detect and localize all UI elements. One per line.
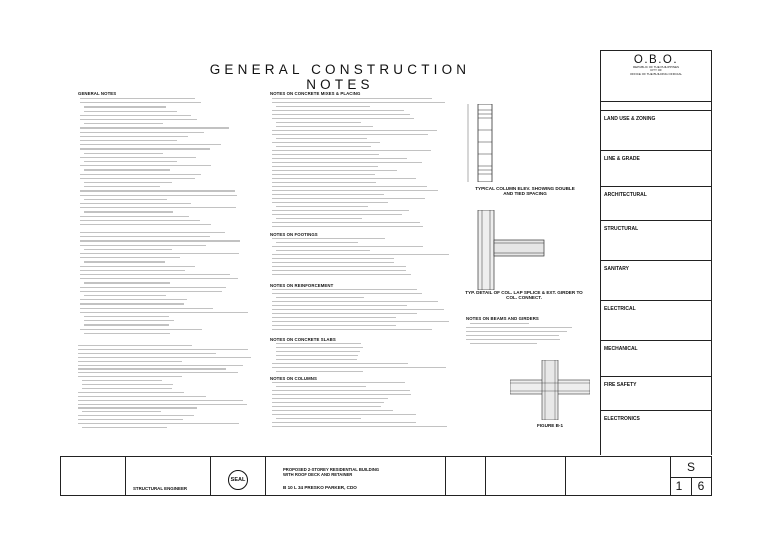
fine-print-line — [80, 257, 180, 258]
obo-line1: REPUBLIC OF THE PHILIPPINES — [632, 65, 680, 69]
fig2-caption: TYP. DETAIL OF COL. LAP SPLICE & EXT. GIRDER TO COL. CONNECT. — [465, 290, 583, 301]
fine-print-line — [272, 198, 425, 199]
rail-item-label: SANITARY — [604, 266, 629, 272]
fine-print-line — [272, 182, 376, 183]
fine-print-line — [84, 106, 166, 107]
project-name-2: WITH ROOF DECK AND RETAINER — [283, 472, 353, 477]
fine-print-line — [80, 165, 211, 166]
beams-notes-heading: NOTES ON BEAMS AND GIRDERS — [466, 316, 539, 321]
fine-print-line — [466, 331, 567, 332]
fine-print-line — [272, 363, 408, 364]
fine-print-line — [84, 249, 172, 250]
fine-print-line — [272, 414, 416, 415]
fine-print-line — [78, 372, 238, 373]
fine-print-line — [272, 154, 379, 155]
fine-print-line — [80, 127, 229, 128]
sheet-letter: S — [686, 460, 695, 474]
rail-item-label: FIRE SAFETY — [604, 382, 637, 388]
fine-print-line — [272, 266, 406, 267]
fine-print-line — [78, 404, 247, 405]
fine-print-line — [272, 178, 416, 179]
figure-b1 — [510, 360, 590, 420]
project-name: PROPOSED 2-STOREY RESIDENTIAL BUILDING — [283, 467, 380, 472]
fine-print-line — [80, 224, 211, 225]
fine-print-line — [276, 206, 368, 207]
fine-print-line — [80, 102, 201, 103]
fine-print-line — [272, 202, 388, 203]
fine-print-line — [80, 157, 196, 158]
fine-print-line — [272, 222, 420, 223]
fine-print-line — [272, 190, 438, 191]
rail-item-label: ARCHITECTURAL — [604, 192, 647, 198]
rail-box — [600, 260, 712, 261]
columns-notes-heading: NOTES ON COLUMNS — [270, 376, 317, 381]
fine-print-line — [276, 138, 367, 139]
rail-box — [600, 376, 712, 377]
fine-print-line — [84, 123, 163, 124]
sheet-number: 1 — [675, 479, 683, 493]
fine-print-line — [80, 274, 230, 275]
fine-print-line — [272, 410, 393, 411]
project-location: B 10 L 34 PRESKO PARKER, CDO — [283, 485, 357, 490]
fig3-caption: FIGURE B-1 — [536, 423, 564, 428]
rail-box — [600, 410, 712, 411]
fine-print-line — [84, 111, 177, 112]
fine-print-line — [272, 422, 416, 423]
fine-print-line — [276, 126, 373, 127]
fine-print-line — [80, 136, 188, 137]
fine-print-line — [82, 384, 173, 385]
fine-print-line — [272, 394, 411, 395]
engineer-label: STRUCTURAL ENGINEER — [133, 486, 188, 491]
fine-print-line — [276, 106, 370, 107]
fine-print-line — [272, 238, 385, 239]
rail-box — [600, 300, 712, 301]
fine-print-line — [80, 240, 240, 241]
slabs-notes-heading: NOTES ON CONCRETE SLABS — [270, 337, 336, 342]
fine-print-line — [80, 308, 213, 309]
fine-print-line — [272, 134, 428, 135]
fine-print-line — [272, 301, 438, 302]
fine-print-line — [276, 146, 371, 147]
fine-print-line — [80, 220, 200, 221]
fine-print-line — [272, 382, 405, 383]
fine-print-line — [78, 349, 248, 350]
fine-print-line — [78, 400, 243, 401]
fine-print-line — [78, 415, 194, 416]
fine-print-line — [276, 355, 358, 356]
fine-print-line — [272, 258, 394, 259]
sheet-title: GENERAL CONSTRUCTION NOTES — [209, 62, 471, 92]
fine-print-line — [80, 178, 195, 179]
fine-print-line — [272, 114, 410, 115]
mixes-notes-heading: NOTES ON CONCRETE MIXES & PLACING — [270, 91, 361, 96]
fine-print-line — [80, 329, 202, 330]
obo-box — [600, 50, 712, 102]
fine-print-line — [276, 359, 357, 360]
fine-print-line — [272, 367, 446, 368]
fine-print-line — [272, 246, 423, 247]
fine-print-line — [272, 170, 397, 171]
fine-print-line — [80, 245, 206, 246]
fine-print-line — [78, 345, 192, 346]
fine-print-line — [272, 305, 407, 306]
rail-item-label: ELECTRONICS — [604, 416, 640, 422]
fine-print-line — [276, 250, 370, 251]
fine-print-line — [272, 98, 432, 99]
fine-print-line — [470, 343, 537, 344]
fine-print-line — [78, 368, 226, 369]
fine-print-line — [82, 388, 172, 389]
rail-item-label: LINE & GRADE — [604, 156, 640, 162]
fine-print-line — [272, 150, 431, 151]
rail-box — [600, 110, 712, 111]
fine-print-line — [80, 207, 236, 208]
fine-print-line — [276, 351, 360, 352]
fine-print-line — [276, 297, 364, 298]
fine-print-line — [466, 335, 559, 336]
fine-print-line — [276, 218, 362, 219]
fine-print-line — [272, 210, 409, 211]
obo-line2: CITY OF — [650, 68, 662, 73]
fine-print-line — [80, 115, 191, 116]
fine-print-line — [272, 270, 406, 271]
fine-print-line — [80, 270, 185, 271]
fine-print-line — [80, 303, 184, 304]
fine-print-line — [276, 386, 366, 387]
seal-stamp: SEAL — [228, 470, 248, 490]
fine-print-line — [272, 226, 423, 227]
rail-box — [600, 150, 712, 151]
fine-print-line — [272, 194, 384, 195]
fine-print-line — [272, 166, 378, 167]
general-notes-heading: GENERAL NOTES — [78, 91, 117, 96]
fine-print-line — [80, 132, 204, 133]
fine-print-line — [272, 158, 407, 159]
fine-print-line — [80, 312, 248, 313]
fine-print-line — [84, 282, 170, 283]
fine-print-line — [272, 142, 380, 143]
fine-print-line — [272, 289, 417, 290]
fine-print-line — [80, 190, 235, 191]
fine-print-line — [84, 169, 170, 170]
fine-print-line — [82, 380, 162, 381]
fine-print-line — [78, 407, 197, 408]
fine-print-line — [80, 291, 222, 292]
fine-print-line — [272, 398, 388, 399]
fine-print-line — [84, 161, 177, 162]
fine-print-line — [272, 102, 445, 103]
fine-print-line — [84, 153, 163, 154]
fine-print-line — [272, 321, 449, 322]
footings-notes-heading: NOTES ON FOOTINGS — [270, 232, 318, 237]
fine-print-line — [84, 316, 169, 317]
column-elevation-figure — [466, 104, 506, 182]
fine-print-line — [80, 299, 187, 300]
fine-print-line — [272, 325, 396, 326]
fine-print-line — [272, 313, 417, 314]
fine-print-line — [272, 130, 437, 131]
fine-print-line — [78, 353, 216, 354]
fine-print-line — [80, 98, 195, 99]
fine-print-line — [272, 214, 402, 215]
fine-print-line — [470, 323, 529, 324]
fine-print-line — [276, 347, 363, 348]
fine-print-line — [272, 390, 410, 391]
fine-print-line — [80, 232, 225, 233]
fine-print-line — [466, 339, 560, 340]
fine-print-line — [276, 343, 361, 344]
fine-print-line — [80, 216, 189, 217]
fine-print-line — [276, 371, 363, 372]
fine-print-line — [78, 376, 182, 377]
sheet-total: 6 — [697, 479, 705, 493]
fine-print-line — [80, 266, 195, 267]
obo-code: O.B.O. — [633, 54, 679, 66]
fine-print-line — [84, 320, 174, 321]
fine-print-line — [272, 402, 384, 403]
fine-print-line — [78, 419, 183, 420]
lap-splice-figure — [476, 210, 546, 290]
fine-print-line — [276, 242, 358, 243]
fine-print-line — [272, 162, 422, 163]
rail-box — [600, 186, 712, 187]
fine-print-line — [276, 122, 361, 123]
rail-item-label: STRUCTURAL — [604, 226, 639, 232]
fine-print-line — [272, 118, 414, 119]
fine-print-line — [84, 295, 166, 296]
rail-box — [600, 220, 712, 221]
fine-print-line — [82, 411, 161, 412]
fine-print-line — [80, 140, 177, 141]
fine-print-line — [80, 287, 226, 288]
fine-print-line — [78, 361, 182, 362]
fine-print-line — [80, 253, 239, 254]
fine-print-line — [78, 423, 239, 424]
fine-print-line — [80, 203, 191, 204]
fine-print-line — [272, 274, 411, 275]
fine-print-line — [272, 293, 422, 294]
fine-print-line — [272, 262, 394, 263]
fine-print-line — [272, 329, 432, 330]
fine-print-line — [272, 309, 444, 310]
fine-print-line — [80, 236, 210, 237]
fine-print-line — [80, 195, 237, 196]
rail-item-label: LAND USE & ZONING — [604, 116, 656, 122]
fine-print-line — [276, 418, 361, 419]
fine-print-line — [272, 186, 427, 187]
fine-print-line — [272, 254, 449, 255]
fig1-caption: TYPICAL COLUMN ELEV. SHOWING DOUBLE AND TIED SPACING — [475, 186, 575, 197]
fine-print-line — [80, 144, 221, 145]
fine-print-line — [80, 174, 201, 175]
fine-print-line — [78, 392, 184, 393]
fine-print-line — [80, 148, 210, 149]
rail-item-label: MECHANICAL — [604, 346, 638, 352]
obo-line3: OFFICE OF THE BUILDING OFFICIAL — [629, 71, 683, 76]
fine-print-line — [272, 110, 404, 111]
fine-print-line — [78, 396, 206, 397]
fine-print-line — [272, 174, 375, 175]
fine-print-line — [84, 186, 160, 187]
fine-print-line — [84, 261, 165, 262]
rail-item-label: ELECTRICAL — [604, 306, 636, 312]
title-block — [60, 456, 712, 496]
fine-print-line — [272, 317, 396, 318]
fine-print-line — [78, 357, 251, 358]
fine-print-line — [84, 199, 167, 200]
rail-box — [600, 340, 712, 341]
reinforcement-notes-heading: NOTES ON REINFORCEMENT — [270, 283, 334, 288]
fine-print-line — [272, 406, 381, 407]
fine-print-line — [78, 365, 243, 366]
fine-print-line — [80, 119, 197, 120]
fine-print-line — [84, 324, 169, 325]
fine-print-line — [80, 278, 238, 279]
fine-print-line — [272, 426, 447, 427]
fine-print-line — [84, 182, 172, 183]
fine-print-line — [84, 211, 173, 212]
fine-print-line — [84, 333, 170, 334]
fine-print-line — [466, 327, 572, 328]
fine-print-line — [82, 427, 167, 428]
